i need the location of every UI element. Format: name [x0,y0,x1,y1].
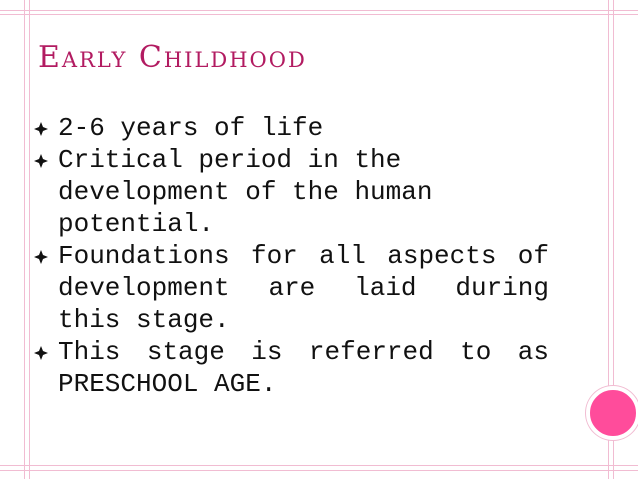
list-item [34,112,549,144]
list-item [34,144,549,240]
list-item-text: 2-6 years of life [58,113,324,143]
list-item [34,336,549,400]
bullet-list [34,112,549,400]
decorative-circle [586,386,638,440]
list-item [34,240,549,336]
frame-line [0,465,638,466]
frame-line [24,0,25,479]
diamond-bullet-icon [34,122,48,136]
frame-line [0,470,638,471]
diamond-bullet-icon [34,154,48,168]
frame-line [0,10,638,11]
diamond-bullet-icon [34,250,48,264]
list-item-text: Foundations for all aspects of development are laid during this stage. [58,241,549,335]
list-item-text: Critical period in the development of the human potential. [58,145,433,239]
frame-line [29,0,30,479]
slide-title: Early Childhood [38,40,307,75]
frame-line [0,14,638,15]
list-item-text: This stage is referred to as PRESCHOOL AGE. [58,337,549,399]
diamond-bullet-icon [34,346,48,360]
